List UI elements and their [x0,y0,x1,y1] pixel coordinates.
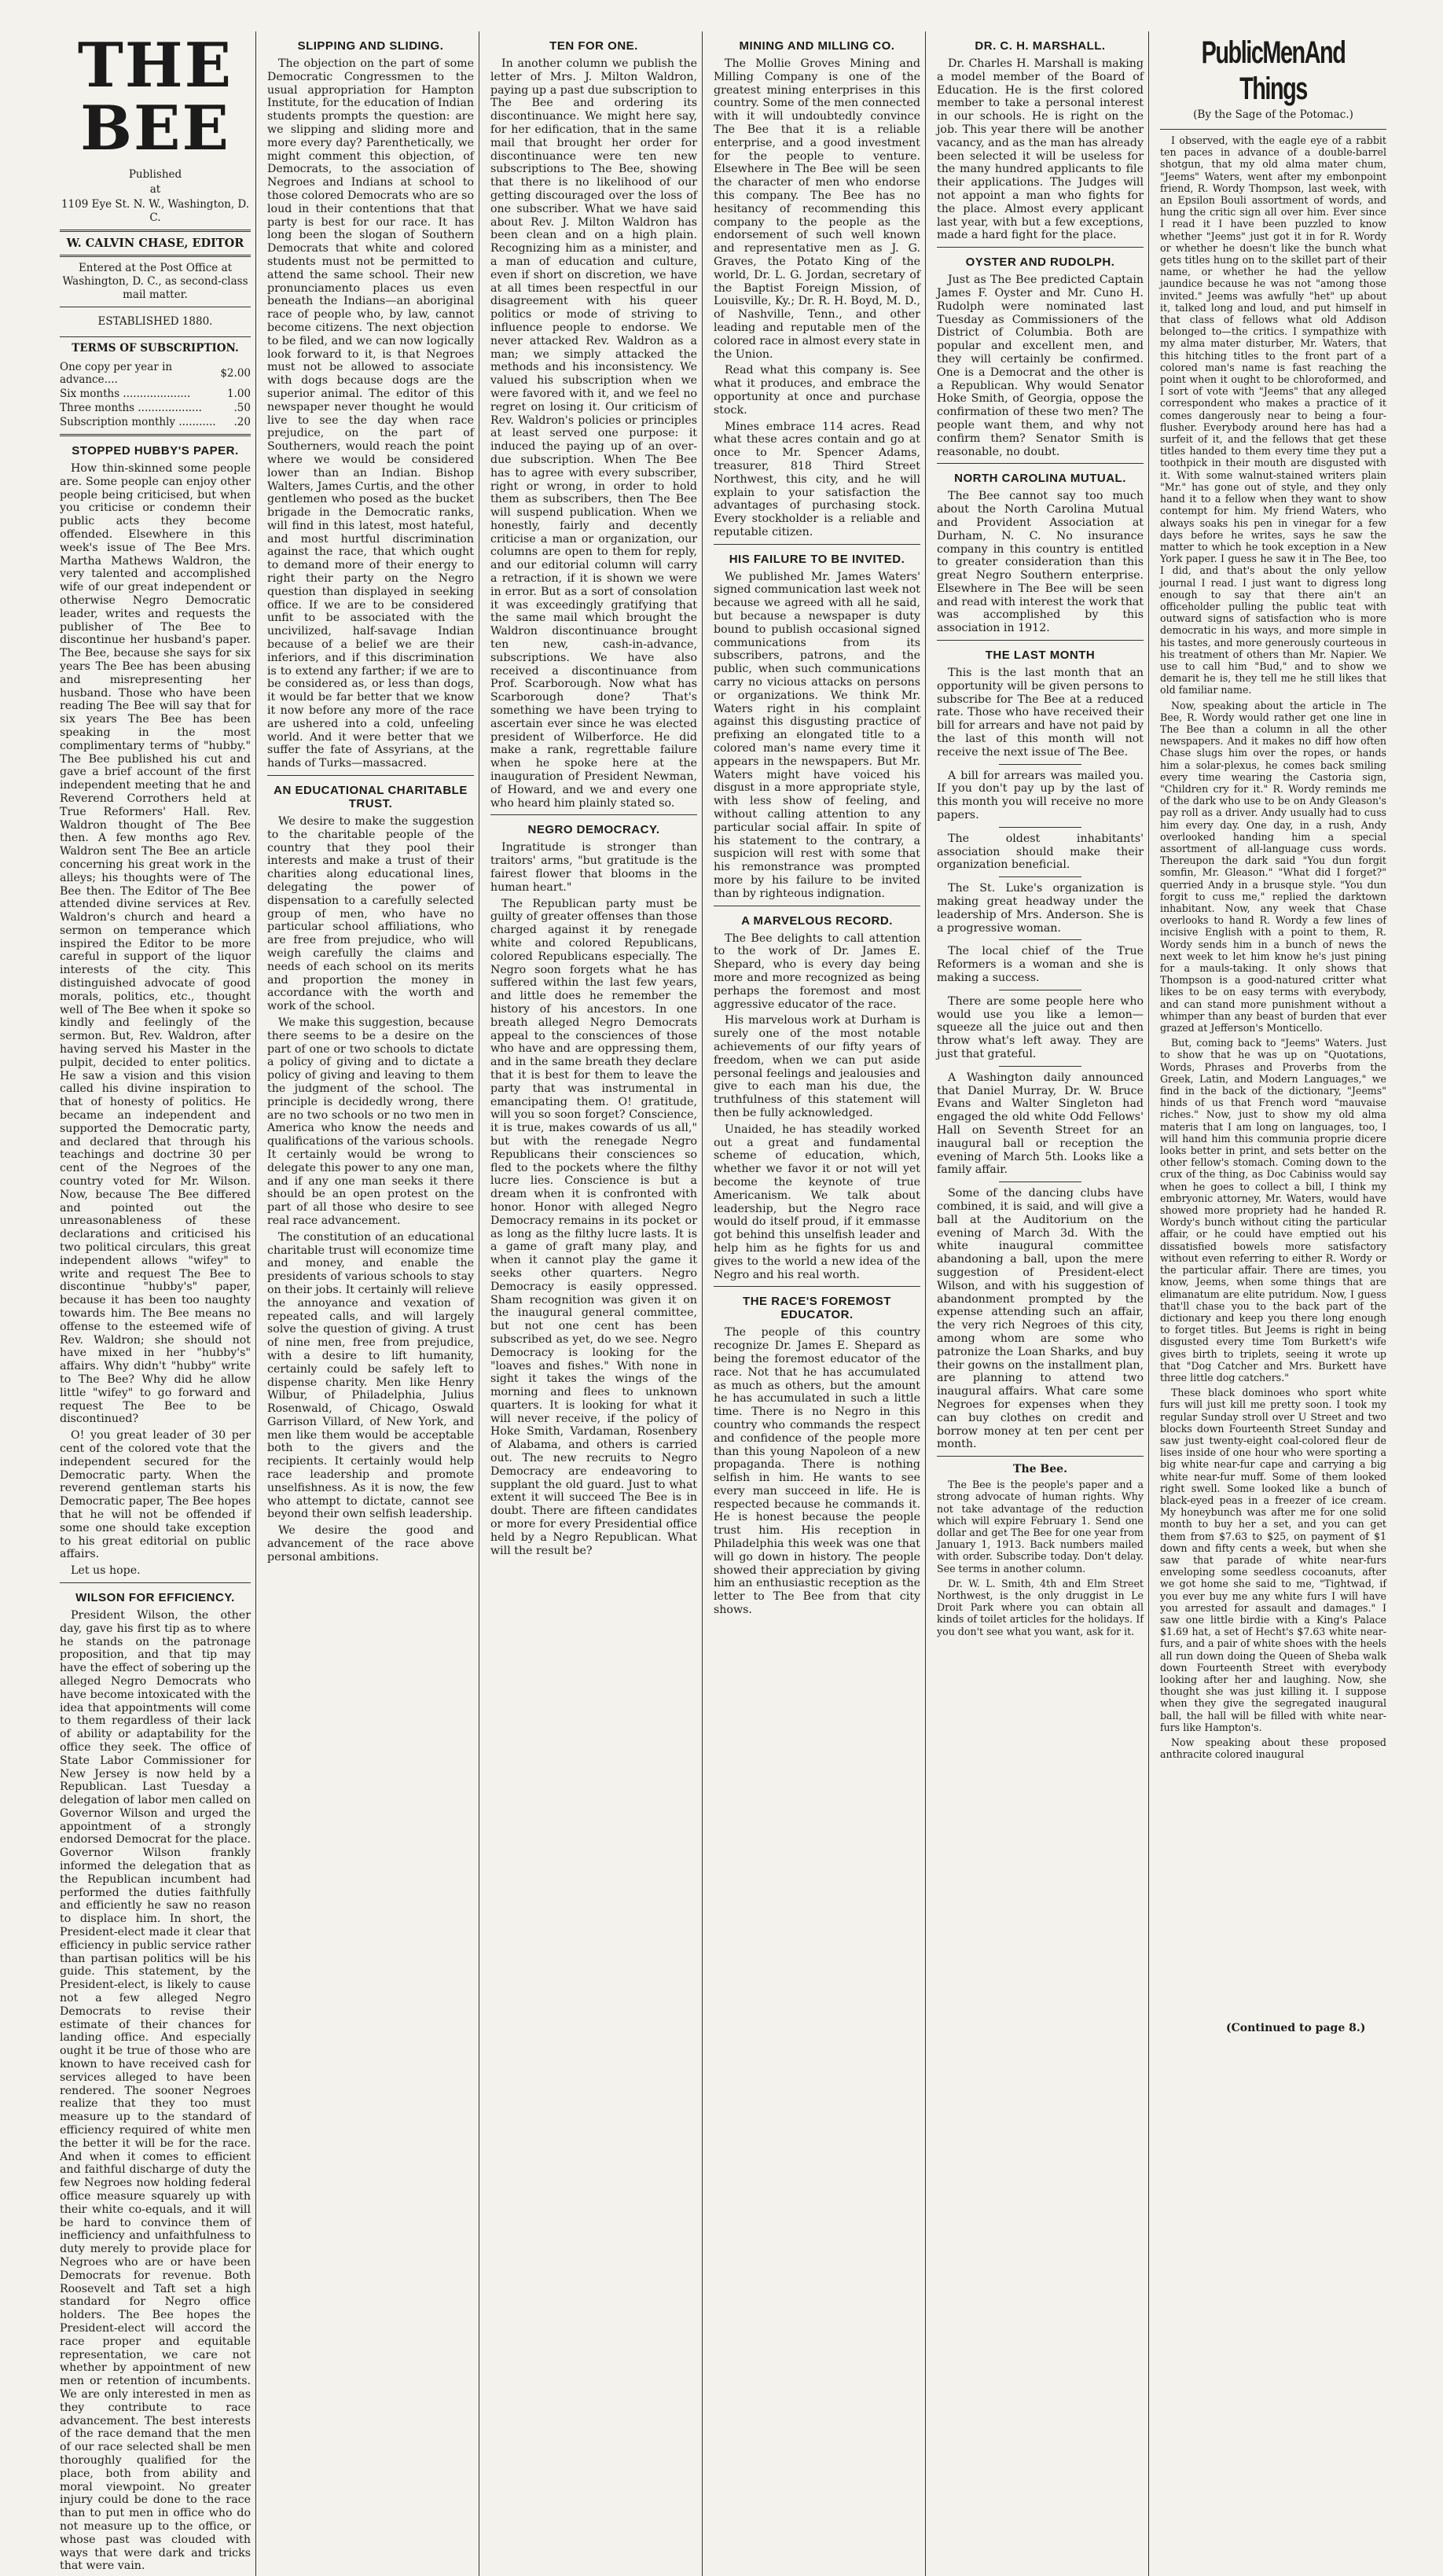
article-title: TEN FOR ONE. [549,39,638,53]
article-paragraph: The Bee delights to call attention to the work of Dr. James E. Shepard, who is every day being more and more recognized as being perhaps the foremost and most aggressive educator of the race. [714,932,920,1011]
term-label: Six months .................... [60,388,191,400]
article-title: SLIPPING AND SLIDING. [297,39,444,53]
published-label: Published [128,168,182,181]
divider [60,255,251,257]
article-paragraph: The Mollie Groves Mining and Milling Company is one of the greatest mining enterprises in this country. Some of the men connected with it will undoubtedly convince The Bee that it is a reliable enterprise, and a good investment for the people to venture. Elsewhere in The Bee will be seen the character of men who endorse this company. The Bee has no hesitancy of recommending this company to the people as the endorsement of such well known and representative men as J. G. Graves, the Potato King of the world, Dr. L. G. Jordan, secretary of the Baptist Foreign Mission, of Louisville, Ky.; Dr. R. H. Boyd, M. D., of Nashville, Tenn., and other leading and reputable men of the colored race in almost every state in the Union. [714,57,920,361]
article-paragraph: We desire the good and advancement of the race above personal ambitions. [267,1524,474,1564]
article-paragraph: Dr. Charles H. Marshall is making a model member of the Board of Education. He is the first colored member to take a personal interest in our schools. He is right on the job. This year there will be another vacancy, and as the man has already been selected it will be useless for the many hundred applicants to file their applications. The Judges will not appoint a man who fights for the place. Almost every applicant last year, with but a few exceptions, made a hard fight for the place. [937,57,1144,242]
terms-title: TERMS OF SUBSCRIPTION. [72,342,239,355]
article-paragraph: A Washington daily announced that Daniel Murray, Dr. W. Bruce Evans and Walter Singleton had engaged the old white Odd Fellows' Hall on Seventh Street for an inaugural ball or reception the evening of March 5th. Looks like a family affair. [937,1071,1144,1177]
divider [999,827,1081,828]
article-paragraph: There are some people here who would use you like a lemon—squeeze all the juice out and then throw what's left away. They are just that grateful. [937,994,1144,1060]
address: 1109 Eye St. N. W., Washington, D. C. [61,198,250,224]
established: ESTABLISHED 1880. [97,315,213,328]
article-title: DR. C. H. MARSHALL. [975,39,1106,53]
article-paragraph: Now speaking about these proposed anthracite colored inaugural [1160,1736,1386,1761]
article-paragraph: We desire to make the suggestion to the charitable people of the country that they pool their interests and make a trust of their charities along educational lines, delegating the power of dispensation to a carefully selected group of men, who have no particular school affiliations, who are free from prejudice, who will weigh carefully the claims and needs of each school on its merits and proportion the money in accordance with the worth and work of the school. [267,815,474,1013]
at-label: at [149,183,161,196]
table-row [60,387,251,401]
column-2 [263,31,479,2576]
article-paragraph: The Bee is the people's paper and a strong advocate of human rights. Why not take advantage of the reduction which will expire February 1. Send one dollar and get The Bee for one year from January 1, 1913. Back numbers mailed with order. Subscribe today. Don't delay. See terms in another column. [937,1479,1144,1575]
editor-name: W. CALVIN CHASE, EDITOR [66,237,244,250]
article-title: NORTH CAROLINA MUTUAL. [954,472,1126,486]
divider [714,1286,920,1287]
divider [267,775,474,776]
divider [1160,129,1386,130]
article-paragraph: Mines embrace 114 acres. Read what these acres contain and go at once to Mr. Spencer Adams, treasurer, 818 Third Street Northwest, this city, and he will explain to your satisfaction the advantages of purchasing stock. Every stockholder is a reliable and reputable citizen. [714,420,920,538]
article-paragraph: The objection on the part of some Democratic Congressmen to the usual appropriation for Hampton Institute, for the education of Indian students prompts the question: are we slipping and sliding more and more every day? Parenthetically, we might comment this objection, of Democrats, to the association of Negroes and Indians at school to those colored Democrats who are so loud in their contentions that that party is best for our race. It has long been the slogan of Southern Democrats that white and colored students must not be permitted to attend the same school. Their new pronunciamento places us even beneath the Indians—an aboriginal race of people who, by law, cannot become citizens. The next objection to be filed, and we can now logically look forward to it, is that Negroes must not be allowed to associate with dogs because dogs are the superior animal. The editor of this newspaper never thought he would live to see the day when race prejudice, on the part of Southerners, would reach the point where we would be considered lower than an Indian. Bishop Walters, James Curtis, and the other gentlemen who posed as the bucket brigade in the Democratic ranks, will find in this latest, most hateful, and most hurtful discrimination against the race, that which ought to demand more of their energy to right their party on the Negro question than displayed in seeking office. If we are to be considered unfit to be associated with the uncivilized, half-savage Indian because of a belief we are their inferiors, and if this discrimination is to extend any farther; if we are to be considered as, or less than dogs, it would be far better that we know it now before any more of the race are ushered into a cold, unfeeling world. And it were better that we suffer the fate of Assyrians, at the hands of Turks—massacred. [267,57,474,770]
article-paragraph: I observed, with the eagle eye of a rabbit ten paces in advance of a double-barrel shotgun, that my old alma mater chum, "Jeems" Waters, went after my embonpoint friend, R. Wordy Thompson, last week, with an Epsilon Bouli assortment of words, and hung the critic sign all over him. Ever since I read it I have been puzzled to know whether "Jeems" just got it in for R. Wordy or whether he doesn't like the bunch what gets titles hung on to the skillet part of their name, or whether he had the yellow jaundice because he was not "among those invited." Jeems was awfully "het" up about it, talked long and loud, and put himself in that class of fellows what old Addison belonged to—the critics. I sympathize with my alma mater disturber, Mr. Waters, that this hitching titles to the front part of a colored man's name is fast reaching the point when it ought to be chloroformed, and I sort of vote with "Jeems" that any alleged correspondent who makes a practice of it comes dangerously near to being a four-flusher. Everybody around here has had a surfeit of it, and the fellows that get these titles handed to them every time they put a toothpick in their mouth are disgusted with it. With some walnut-stained writers plain "Mr." has gone out of style, and they only hand it to a fellow when they want to show contempt for him. My friend Waters, who always soaks his pen in vinegar for a few days before he writes, says he saw the matter to which he took exception in a New York paper. I guess he saw it in The Bee, too I did, and that's about the only yellow journal I read. I just want to digress long enough to say that there ain't an officeholder pulling the public teat with outward signs of satisfaction who is more democratic in his ways, and more simple in his tastes, and more generously courteous in his treatment of others than Mr. Napier. We use to call him "Bud," and to show we demarit he is, they tell me he still likes that old familiar name. [1160,134,1386,696]
article-paragraph: Some of the dancing clubs have combined, it is said, and will give a ball at the Auditorium on the evening of March 3d. With the white inaugural committee abandoning a ball, upon the mere suggestion of President-elect Wilson, and with his suggestion of abandonment prompted by the expense attending such an affair, the very rich Negroes of this city, among whom are some who patronize the Loan Sharks, and buy their gowns on the installment plan, are planning to attend two inaugural affairs. What care some Negroes for expenses when they can buy clothes on credit and borrow money at ten per cent per month. [937,1187,1144,1451]
continued-note: (Continued to page 8.) [1226,2022,1366,2034]
term-label: Subscription monthly ........... [60,416,216,428]
masthead-title: THE BEE [77,30,233,164]
article-title: STOPPED HUBBY'S PAPER. [72,444,239,458]
divider [937,1456,1144,1457]
column-6 [1155,31,1391,2576]
column-5 [932,31,1149,2576]
article-title: NEGRO DEMOCRACY. [527,823,660,837]
article-title: OYSTER AND RUDOLPH. [965,255,1115,270]
divider [999,764,1081,765]
article-paragraph: President Wilson, the other day, gave his first tip as to where he stands on the patronage proposition, and that tip may have the effect of sobering up the alleged Negro Democrats who have become intoxicated with the idea that appointments will come to them regardless of their lack of ability or adaptability for the office they seek. The office of State Labor Commissioner for New Jersey is now held by a Republican. Last Tuesday a delegation of labor men called on Governor Wilson and urged the appointment of a strongly endorsed Democrat for the place. Governor Wilson frankly informed the delegation that as the Republican incumbent had performed the duties faithfully and efficiently he saw no reason to displace him. In short, the President-elect made it clear that efficiency in public service rather than partisan politics will be his guide. This statement, by the President-elect, is likely to cause not a few alleged Negro Democrats to revise their estimate of their chances for landing office. And especially ought it be true of those who are known to have received cash for services alleged to have been rendered. The sooner Negroes realize that they too must measure up to the standard of efficiency required of white men the better it will be for the race. And when it comes to efficient and faithful discharge of duty the few Negroes now holding federal office measure squarely up with their white co-equals, and it will be hard to convince them of inefficiency and unfaithfulness to duty merely to provide place for Negroes who are or have been Democrats for revenue. Both Roosevelt and Taft set a high standard for Negro office holders. The Bee hopes the President-elect will accord the race proper and equitable representation, we care not whether by appointment of new men or retention of incumbents. We are only interested in men as they contribute to race advancement. The best interests of the race demand that the men of our race selected shall be men thoroughly qualified for the place, both from ability and moral viewpoint. No greater injury could be done to the race than to put men in office who do not measure up to the office, or whose past was clouded with ways that were dark and tricks that were vain. [60,1608,251,2573]
divider [714,544,920,545]
table-row [60,415,251,429]
term-value: .20 [233,416,251,428]
article-paragraph: The Republican party must be guilty of greater offenses than those charged against it by renegade white and colored Republicans, colored Republicans especially. The Negro soon forgets what he has suffered within the last few years, and little does he remember the history of his ancestors. In one breath alleged Negro Democrats appeal to the consciences of those who have and are oppressing them, and in the same breath they declare that it is best for them to leave the party that was instrumental in emancipating them. O! gratitude, will you so soon forget? Conscience, it is true, makes cowards of us all," but with the renegade Negro Republicans their consciences so fled to the pockets where the filthy lucre lies. Conscience is but a dream when it is confronted with honor. Honor with alleged Negro Democracy remains in its pocket or as long as the filthy lucre lasts. It is a game of graft many play, and when it cannot play the game it seeks other quarters. Negro Democracy is easily oppressed. Sham recognition was given it on the inaugural general committee, but not one cent has been subscribed as yet, do we see. Negro Democracy is looking for the "loaves and fishes." With none in sight it takes the wings of the morning and flees to unknown quarters. It is looking for what it will never receive, if the policy of Hoke Smith, Vardaman, Rosenbery of Alabama, and others is carried out. The new recruits to Negro Democracy are endeavoring to supplant the old guard. Just to what extent it will succeed The Bee is in doubt. There are fifteen candidates or more for every Presidential office held by a Negro Republican. What will the result be? [490,897,697,1557]
table-row [60,401,251,415]
column-3 [486,31,703,2576]
article-title: MINING AND MILLING CO. [739,39,895,53]
article-title: THE RACE'S FOREMOST EDUCATOR. [743,1295,891,1322]
divider [999,939,1081,940]
term-value: $2.00 [220,367,251,380]
postal-entry: Entered at the Post Office at Washington, D. C., as second-class mail matter. [62,262,248,301]
article-title: HIS FAILURE TO BE INVITED. [729,552,905,566]
article-paragraph: These black dominoes who sport white furs will just kill me pretty soon. I took my regular Sunday stroll over U Street and two blocks down Fourteenth Street Sunday and saw just twenty-eight coal-colored fleur de lises inside of one hour who were sporting a big white near-fur cape and carrying a big white near-fur muff. Some of them looked right swell. Some looked like a bunch of black-eyed peas in a freezer of ice cream. My honeybunch was after me for one solid month to buy her a set, and you can get them from $7.63 to $25, on payment of $1 down and fifty cents a week, but when she saw that parade of white near-furs enveloping some seedless cocoanuts, after we got home she said to me, "Tightwad, if you ever buy me any white furs I will have you arrested for assault and damages." I saw one little birdie with a King's Palace $1.69 hat, a set of Hecht's $7.63 white near-furs, and a pair of white shoes with the heels all run down doing the Queen of Sheba walk down Fourteenth Street with everybody looking after her and laughing. Now, she thought she was just killing it. I suppose when they give the segregated inaugural ball, the hall will be filled with white near-furs like Hampton's. [1160,1387,1386,1733]
article-paragraph: His marvelous work at Durham is surely one of the most notable achievements of our fifty years of freedom, when we can put aside personal feelings and jealousies and give to each man his due, the truthfulness of this statement will then be fully acknowledged. [714,1014,920,1119]
term-label: Three months ................... [60,402,202,414]
article-paragraph: The local chief of the True Reformers is a woman and she is making a success. [937,945,1144,985]
article-paragraph: In another column we publish the letter of Mrs. J. Milton Waldron, paying up a past due subscription to The Bee and ordering its discontinuance. We might here say, for her edification, that in the same mail that brought her order for discontinuance were ten new subscriptions to The Bee, showing that there is no likelihood of our getting discouraged over the loss of one subscriber. What we have said about Rev. J. Milton Waldron has been clean and on a high plain. Recognizing him as a minister, and a man of education and culture, even if short on discretion, we have at all times been respectful in our disagreement with his queer politics or mode of striving to influence people to endorse. We never attacked Rev. Waldron as a man; we simply attacked the methods and his inconsistency. We valued his subscription when we were favored with it, and we feel no regret on losing it. Our criticism of Rev. Waldron's policies or principles at least served one purpose: it induced the paying up of an over-due subscription. When The Bee has to agree with every subscriber, right or wrong, in order to hold them as subscribers, then The Bee will suspend publication. When we honestly, fairly and decently criticise a man or organization, our columns are open to them for reply, and our editorial column will carry a retraction, if it is shown we were in error. But as a sort of consolation it was exceedingly gratifying that the same mail which brought the Waldron discontinuance brought ten new, cash-in-advance, subscriptions. We have also received a discontinuance from Prof. Scarborough. Now what has Scarborough done? That's something we have been trying to ascertain ever since he was elected president of Wilberforce. He did make a rank, regrettable failure when he spoke here at the inauguration of President Newman, of Howard, and we and every one who heard him plainly stated so. [490,57,697,810]
divider [60,336,251,337]
term-value: .50 [233,402,251,414]
term-label: One copy per year in advance.... [60,361,173,386]
article-paragraph: We make this suggestion, because there seems to be a desire on the part of one or two schools to dictate a policy of giving and to dictate a policy of giving and leaving to them the judgment of the school. The principle is decidedly wrong, there are no two schools or no two men in America who know the needs and qualifications of the various schools. It certainly would be wrong to delegate this power to any one man, and if any one man seeks it there should be an open protest on the part of all those who desire to see real race advancement. [267,1016,474,1227]
divider [490,814,697,815]
article-paragraph: The Bee cannot say too much about the North Carolina Mutual and Provident Association at Durham, N. C. No insurance company in this country is entitled to greater consideration than this great Negro Southern enterprise. Elsewhere in The Bee will be seen and read with interest the work that was accomplished by this association in 1912. [937,490,1144,635]
divider [999,1181,1081,1182]
article-title: THE LAST MONTH [985,649,1096,663]
article-paragraph: Unaided, he has steadily worked out a great and fundamental scheme of education, which, whether we favor it or not will yet become the keynote of true Americanism. We talk about leadership, but the Negro race would do itself proud, if it emmasse got behind this unselfish leader and help him as he fights for us and gives to the world a new idea of the Negro and his real worth. [714,1123,920,1281]
divider [60,434,251,436]
divider [937,640,1144,641]
article-paragraph: The St. Luke's organization is making great headway under the leadership of Mrs. Anderson. She is a progressive woman. [937,882,1144,935]
article-paragraph: Let us hope. [71,1564,141,1578]
divider [937,247,1144,248]
column-1 [55,31,256,2576]
article-title: WILSON FOR EFFICIENCY. [75,1590,235,1604]
term-value: 1.00 [226,388,251,400]
notice-title: The Bee. [1013,1463,1067,1476]
article-paragraph: This is the last month that an opportunity will be given persons to subscribe for The Bee at a reduced rate. Those who have received their bill for arrears and have not paid by the last of this month will not receive the next issue of The Bee. [937,667,1144,759]
column-heading: PublicMenAnd Things [1201,35,1346,106]
article-paragraph: How thin-skinned some people are. Some people can enjoy other people being criticised, but when you criticise or condemn their public acts they become offended. Elsewhere in this week's issue of The Bee Mrs. Martha Mathews Waldron, the very talented and accomplished wife of our great independent or otherwise Negro Democratic leader, writes and requests the publisher of The Bee to discontinue her husband's paper. The Bee, because she says for six years The Bee has been abusing and misrepresenting her husband. Those who have been reading The Bee will say that for six years The Bee has been speaking in the most complimentary terms of "hubby." The Bee published his cut and gave a brief account of the first independent meeting that he and Reverend Corrothers held at True Reformers' Hall. Rev. Waldron thought of The Bee then. A few months ago Rev. Waldron sent The Bee an article concerning his great work in the alleys; his thoughts were of The Bee then. The Editor of The Bee attended divine services at Rev. Waldron's church and heard a sermon on temperance which inspired the Editor to be more careful in support of the liquor interests of the city. This distinguished advocate of good morals, politics, etc., thought well of The Bee when it spoke so kindly and feelingly of the sermon. But, Rev. Waldron, after having served his Master in the pulpit, decided to enter politics. He saw a vision and this vision called his divine inspiration to that of honesty of politics. He became an independent and supported the Democratic party, and declared that through his teachings and doctrine 30 per cent of the Negroes of the country voted for Mr. Wilson. Now, because The Bee differed and pointed out the unreasonableness of these declarations and criticised his two political circulars, this great independent allows "wifey" to write and request The Bee to discontinue "hubby's" paper, because it has been too naughty towards him. The Bee means no offense to the esteemed wife of Rev. Waldron; she should not have mixed in her "hubby's" affairs. Why didn't "hubby" write to The Bee? Why did he allow little "wifey" to go forward and request The Bee to be discontinued? [60,462,251,1426]
article-paragraph: The oldest inhabitants' association should make their organization beneficial. [937,832,1144,872]
article-paragraph: A bill for arrears was mailed you. If you don't pay up by the last of this month you will receive no more papers. [937,769,1144,822]
column-4 [709,31,926,2576]
article-paragraph: Now, speaking about the article in The Bee, R. Wordy would rather get one line in The Bee than a column in all the other newspapers. And it makes no diff how often Chase slugs him over the ropes, or hands him a solar-plexus, he comes back smiling every time wearing the Castoria sign, "Children cry for it." R. Wordy reminds me of the dark who use to be on Andy Gleason's pay roll as a driver. Andy usually had to cuss him every day. One day, in a rush, Andy overlooked handing him a special assortment of all-language cuss words. Thereupon the dark said "You dun forgit somfin, Mr. Gleason." "What did I forget?" querried Andy in a brusque style. "You dun forgit to cuss me," replied the darktown inhabitant. Now, any week that Chase overlooks to hand R. Wordy a few lines of incisive English with a point to them, R. Wordy sends him in a bunch of news the next week to let him know he's just pining for a mauls-taking. It only shows that Thompson is a good-natured critter what likes to be on easy terms with everybody, and can stand more punishment without a whimper than any beast of burden that ever grazed at Jefferson's Monticello. [1160,699,1386,1034]
divider [999,876,1081,877]
article-title: AN EDUCATIONAL CHARITABLE TRUST. [274,784,468,811]
table-row [60,360,251,387]
article-paragraph: Dr. W. L. Smith, 4th and Elm Street Northwest, is the only druggist in Le Droit Park where you can obtain all kinds of toilet articles for the holidays. If you don't see what you want, ask for it. [937,1577,1144,1637]
article-paragraph: The constitution of an educational charitable trust will economize time and money, and enable the presidents of various schools to stay on their jobs. It certainly will relieve the annoyance and vexation of repeated calls, and will largely solve the question of giving. A trust of nine men, free from prejudice, with a desire to lift humanity, certainly could be safely left to dispense charity. Men like Henry Wilbur, of Philadelphia, Julius Rosenwald, of Chicago, Oswald Garrison Villard, of New York, and men like them would be acceptable both to the givers and the recipients. It certainly would help race leadership and promote unselfishness. As it is now, the few who attempt to dictate, cannot see beyond their own selfish leadership. [267,1230,474,1521]
divider [999,1066,1081,1067]
article-paragraph: Ingratitude is stronger than traitors' arms, "but gratitude is the fairest flower that blooms in the human heart." [490,841,697,894]
article-paragraph: The people of this country recognize Dr. James E. Shepard as being the foremost educator of the race. Not that he has accumulated as much as others, but the amount he has accumulated in such a little time. There is no Negro in this country who commands the respect and confidence of the people more than this young Napoleon of a new propaganda. There is nothing selfish in him. He wants to see every man succeed in life. He is respected because he commands it. He is honest because the people trust him. His reception in Philadelphia this week was one that will go down in history. The people showed their appreciation by giving him an enthusiastic reception as the letter to The Bee from that city shows. [714,1326,920,1617]
article-paragraph: We published Mr. James Waters' signed communication last week not because we agreed with all he said, but because a newspaper is duty bound to publish occasional signed communications from its subscribers, patrons, and the public, when such communications carry no vicious attacks on persons or organizations. We think Mr. Waters right in his complaint against this disgusting practice of prefixing an elongated title to a colored man's name every time it appears in the newspapers. But Mr. Waters might have voiced his disgust in a more appropriate style, with less show of feeling, and without calling attention to any particular social affair. In spite of his statement to the contrary, a suspicion will rest with some that his remonstrance was prompted more by his failure to be invited than by righteous indignation. [714,570,920,900]
article-paragraph: O! you great leader of 30 per cent of the colored vote that the independent secured for the Democratic party. When the reverend gentleman starts his Democratic paper, The Bee hopes that he will not be offended if some one should take exception to his great editorial on public affairs. [60,1429,251,1561]
article-paragraph: Just as The Bee predicted Captain James F. Oyster and Mr. Cuno H. Rudolph were nominated last Tuesday as Commissioners of the District of Columbia. Both are popular and excellent men, and they will certainly be confirmed. One is a Democrat and the other is a Republican. Why would Senator Hoke Smith, of Georgia, oppose the confirmation of these two men? The people want them, and why not confirm them? Senator Smith is reasonable, no doubt. [937,274,1144,458]
byline: (By the Sage of the Potomac.) [1193,108,1353,121]
divider [937,463,1144,464]
divider [60,1582,251,1583]
article-title: A MARVELOUS RECORD. [741,913,893,928]
article-paragraph: But, coming back to "Jeems" Waters. Just to show that he was up on "Quotations, Words, Phrases and Proverbs from the Greek, Latin, and Modern Languages," we find in the back of the dictionary, "Jeems" hinds of us that French word "mauvaise riches." Now, just to show my old alma materis that I am long on languages, too, I will hand him this communia proprie dicere looks better in print, and sets better on the other fellow's stomach. Coming down to the crux of the thing, as Doc Cabiniss would say when he goes to collect a bill, I think my embryonic attorney, Mr. Waters, would have showed more propriety had he handed R. Wordy's bunch without citing the particular affair, or he could have emptied out his dissatisfied bowels more satisfactory without even referring to either R. Wordy or the particular affair. There are times, you know, Jeems, when some things that are elimanatum are elite putridum. Now, I guess that'll chase you to the back part of the dictionary and keep you there long enough to forget titles. But Jeems is right in being disgusted every time Tom Burkett's wife gives birth to triplets, seeing it wrote up that "Dog Catcher and Mrs. Burkett have three little dog catchers." [1160,1037,1386,1384]
article-paragraph: Read what this company is. See what it produces, and embrace the opportunity at once and purchase stock. [714,364,920,417]
terms-table [60,360,251,429]
divider [60,230,251,232]
